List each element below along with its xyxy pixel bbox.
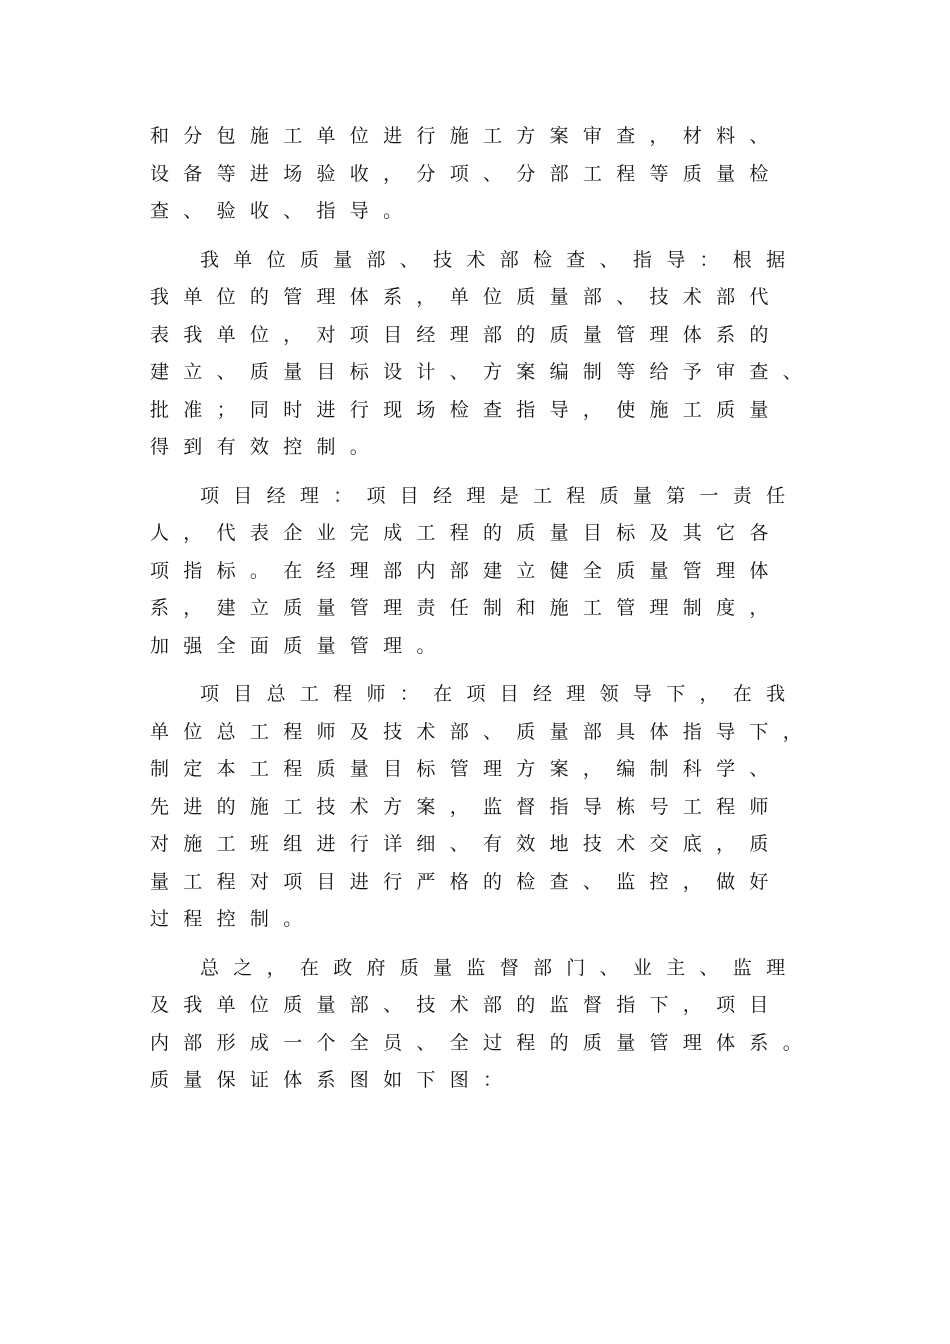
text-line: 建立、质量目标设计、方案编制等给予审查、 — [150, 361, 817, 383]
text-line: 和分包施工单位进行施工方案审查，材料、 — [150, 125, 783, 147]
text-line: 设备等进场验收，分项、分部工程等质量检 — [150, 162, 783, 185]
text-line: 质量保证体系图如下图： — [150, 1069, 517, 1091]
text-line: 制定本工程质量目标管理方案，编制科学、 — [150, 758, 783, 780]
text-line: 项目经理：项目经理是工程质量第一责任 — [200, 484, 800, 507]
paragraph-quality-tech-dept — [150, 242, 830, 467]
text-line: 项目总工程师：在项目经理领导下，在我 — [200, 683, 800, 705]
paragraph-project-manager — [150, 478, 830, 666]
text-line: 项指标。在经理部内部建立健全质量管理体 — [150, 559, 783, 582]
text-line: 查、验收、指导。 — [150, 200, 417, 222]
text-line: 得到有效控制。 — [150, 436, 384, 458]
text-line: 内部形成一个全员、全过程的质量管理体系。 — [150, 1031, 817, 1054]
text-line: 过程控制。 — [150, 908, 317, 930]
text-line: 对施工班组进行详细、有效地技术交底，质 — [150, 833, 783, 855]
text-line: 我单位质量部、技术部检查、指导：根据 — [200, 248, 800, 271]
text-line: 批准；同时进行现场检查指导，使施工质量 — [150, 398, 783, 421]
text-line: 加强全面质量管理。 — [150, 634, 450, 657]
document-body — [150, 118, 830, 1111]
text-line: 及我单位质量部、技术部的监督指下，项目 — [150, 994, 783, 1016]
text-line: 人，代表企业完成工程的质量目标及其它各 — [150, 522, 783, 544]
text-line: 我单位的管理体系，单位质量部、技术部代 — [150, 286, 783, 308]
text-line: 先进的施工技术方案，监督指导栋号工程师 — [150, 795, 783, 818]
text-line: 单位总工程师及技术部、质量部具体指导下， — [150, 720, 817, 743]
text-line: 总之，在政府质量监督部门、业主、监理 — [200, 956, 800, 979]
text-line: 表我单位，对项目经理部的质量管理体系的 — [150, 323, 783, 346]
paragraph-summary — [150, 950, 830, 1100]
paragraph-chief-engineer — [150, 676, 830, 939]
text-line: 量工程对项目进行严格的检查、监控，做好 — [150, 870, 783, 893]
text-line: 系，建立质量管理责任制和施工管理制度， — [150, 597, 783, 619]
paragraph-review-continuation — [150, 118, 830, 231]
